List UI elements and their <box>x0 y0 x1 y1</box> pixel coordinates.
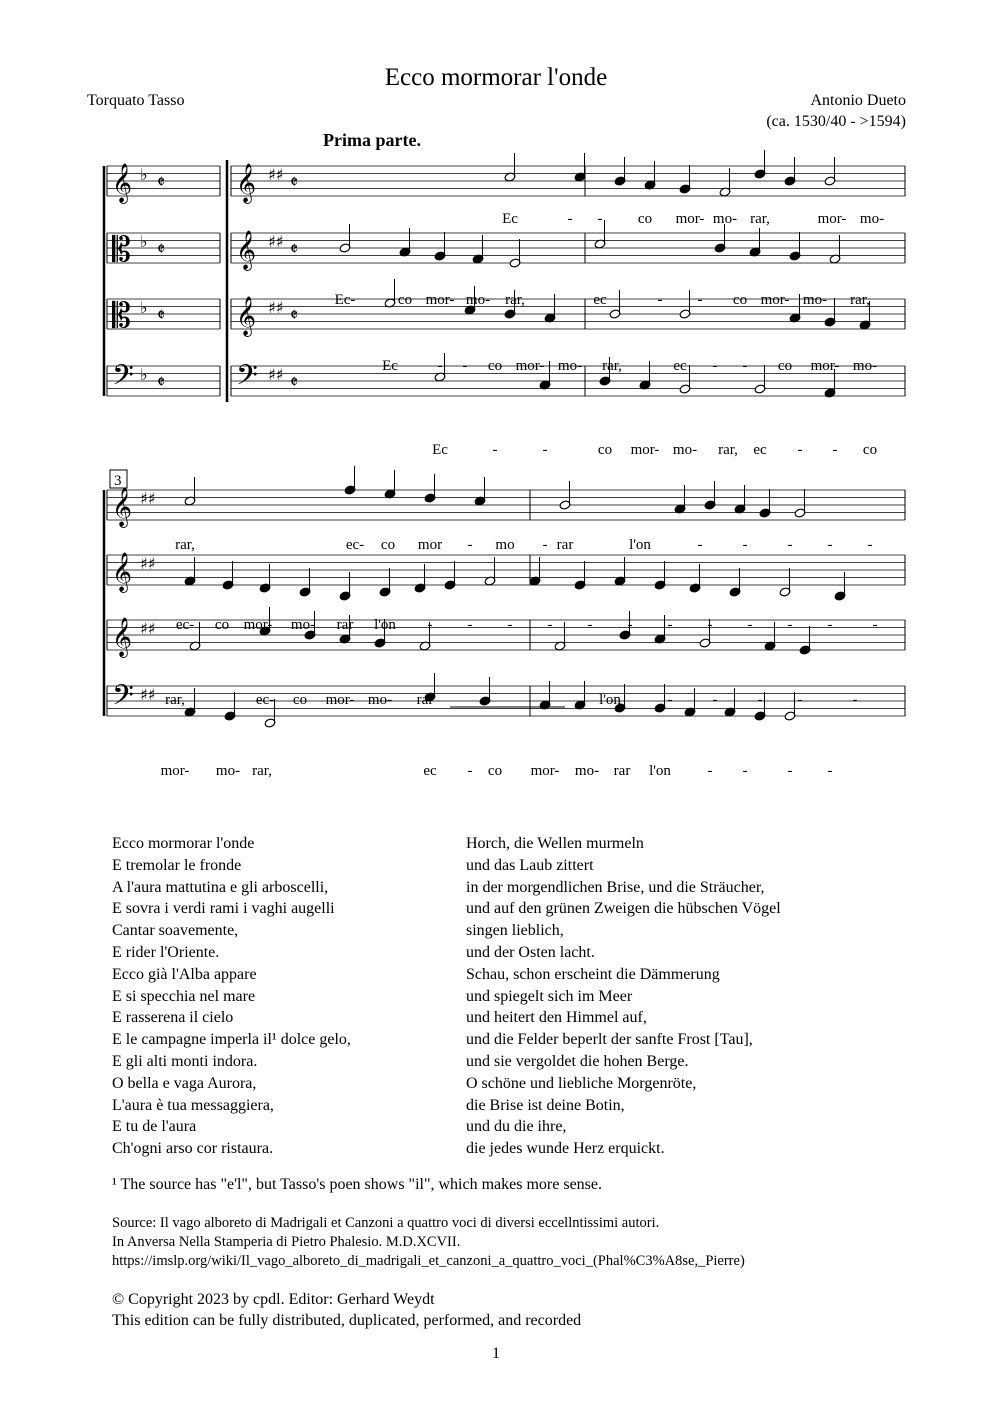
poem-line: E tu de l'aura <box>112 1118 197 1136</box>
key-signature-icon: ♭ <box>140 232 148 251</box>
lyric-syllable: - <box>787 537 793 553</box>
notes <box>184 150 871 728</box>
lyric-syllable: co <box>292 692 308 708</box>
lyric-syllable: mor- <box>515 358 545 374</box>
clef-icon: 𝄞 <box>112 163 133 203</box>
lyric-syllable: l'on <box>374 617 396 633</box>
lyric-syllable: - <box>697 292 703 308</box>
source-line: Source: Il vago alboreto di Madrigali et Canzoni a quattro voci di diversi eccellntissimi autori. <box>112 1215 660 1231</box>
poem-italian <box>112 833 351 1160</box>
lyric-syllable: co <box>487 763 503 779</box>
lyric-syllable: - <box>872 617 878 633</box>
lyric-syllable: mor- <box>630 442 660 458</box>
clef-icon: 𝄞 <box>236 230 257 270</box>
lyric-syllable: - <box>492 442 498 458</box>
lyric-syllable: - <box>712 692 718 708</box>
clef-icon: 𝄢 <box>112 359 134 399</box>
copyright-line: © Copyright 2023 by cpdl. Editor: Gerhard Weydt <box>112 1291 435 1308</box>
lyric-syllable: - <box>742 763 748 779</box>
lyric-syllable: ec <box>753 442 767 458</box>
lyric-syllable: - <box>697 537 703 553</box>
lyric-syllable: co <box>214 617 230 633</box>
poem-line: und du die ihre, <box>466 1118 567 1136</box>
key-signature-icon: ♯♯ <box>140 619 156 638</box>
lyric-syllable: - <box>587 617 593 633</box>
lyric-syllable: - <box>667 617 673 633</box>
lyric-syllable: - <box>542 537 548 553</box>
clef-icon: 𝄡 <box>112 296 131 336</box>
poem-line: die jedes wunde Herz erquickt. <box>466 1140 665 1158</box>
page-number: 1 <box>492 1345 500 1362</box>
lyric-syllable: mo- <box>712 211 738 227</box>
copyright-block <box>112 1289 581 1331</box>
poem-line: und sie vergoldet die hohen Berge. <box>466 1052 689 1070</box>
lyric-syllable: - <box>627 617 633 633</box>
clef-glyphs <box>112 163 298 719</box>
lyric-syllable: co <box>380 537 396 553</box>
lyric-syllable: mo- <box>859 211 885 227</box>
poem-line: die Brise ist deine Botin, <box>466 1096 625 1114</box>
clef-icon: 𝄞 <box>236 296 257 336</box>
lyric-syllable: Ec <box>382 358 398 374</box>
poem-line: und auf den grünen Zweigen die hübschen Vögel <box>466 900 781 918</box>
lyric-syllable: ec <box>423 763 437 779</box>
lyric-syllable: co <box>732 292 748 308</box>
key-signature-icon: ♭ <box>140 165 148 184</box>
lyric-syllable: co <box>397 292 413 308</box>
lyric-syllable: Ec- <box>334 292 356 308</box>
lyric-syllable: co <box>487 358 503 374</box>
lyric-syllable: - <box>657 292 663 308</box>
time-signature-icon: 𝄵 <box>290 305 299 326</box>
poem-line: A l'aura mattutina e gli arboscelli, <box>112 878 329 896</box>
lyric-syllable: mor- <box>160 763 190 779</box>
lyric-syllable: ec- <box>345 537 365 553</box>
poem-line: und das Laub zittert <box>466 856 594 874</box>
lyric-syllable: mor- <box>810 358 840 374</box>
source-citation <box>112 1214 745 1271</box>
lyric-syllable: - <box>542 442 548 458</box>
time-signature-icon: 𝄵 <box>157 305 166 326</box>
clef-icon: 𝄞 <box>112 617 133 657</box>
lyric-syllable: mor- <box>425 292 455 308</box>
lyric-syllable: rar <box>613 763 631 779</box>
lyric-syllable: ec- <box>255 692 275 708</box>
key-signature-icon: ♯♯ <box>268 365 284 384</box>
lyric-syllable: mo- <box>802 292 828 308</box>
lyric-syllable: - <box>742 537 748 553</box>
lyric-syllable: mo- <box>290 617 316 633</box>
time-signature-icon: 𝄵 <box>157 372 166 393</box>
lyric-syllable: - <box>827 617 833 633</box>
lyric-syllable: rar <box>336 617 354 633</box>
poem-line: L'aura è tua messaggiera, <box>112 1096 274 1114</box>
poem-line: singen lieblich, <box>466 922 564 940</box>
lyric-syllable: - <box>757 692 763 708</box>
poem-line: in der morgendlichen Brise, und die Sträucher, <box>466 878 765 896</box>
lyric-syllable: mor- <box>243 617 273 633</box>
lyric-syllable: - <box>742 358 748 374</box>
key-signature-icon: ♯♯ <box>140 554 156 573</box>
poem-line: Ecco mormorar l'onde <box>112 835 255 852</box>
source-url: https://imslp.org/wiki/Il_vago_alboreto_di_madrigali_et_canzoni_a_quattro_voci_(Phal%C3%A8se,_Pierre) <box>112 1253 745 1269</box>
poem-line: E tremolar le fronde <box>112 856 242 874</box>
clef-icon: 𝄢 <box>236 359 258 399</box>
lyric-syllable: co <box>777 358 793 374</box>
composer-credit: Antonio Dueto <box>810 92 906 109</box>
lyric-syllable: co <box>597 442 613 458</box>
lyric-syllable: - <box>547 617 553 633</box>
lyric-syllable: mo- <box>574 763 600 779</box>
lyric-syllable: - <box>787 763 793 779</box>
poem-line: E sovra i verdi rami i vaghi augelli <box>112 900 335 918</box>
lyric-syllable: - <box>467 763 473 779</box>
lyric-syllable: - <box>507 617 513 633</box>
lyric-syllable: mo <box>495 537 515 553</box>
poem-german <box>466 833 781 1160</box>
lyric-syllable: - <box>797 692 803 708</box>
lyric-syllable: - <box>797 442 803 458</box>
footnote: ¹ The source has "e'l", but Tasso's poen shows "il", which makes more sense. <box>112 1176 603 1193</box>
poem-line: E si specchia nel mare <box>112 987 256 1005</box>
lyric-syllable: - <box>832 442 838 458</box>
lyric-syllable: - <box>867 537 873 553</box>
lyric-syllable: - <box>747 617 753 633</box>
key-signature-icon: ♭ <box>140 298 148 317</box>
poem-line: Horch, die Wellen murmeln <box>466 835 644 852</box>
clef-icon: 𝄡 <box>112 230 131 270</box>
poem-line: E gli alti monti indora. <box>112 1052 258 1070</box>
lyric-syllable: mo- <box>215 763 241 779</box>
clef-icon: 𝄞 <box>112 487 133 527</box>
page-title: Ecco mormorar l'onde <box>384 64 608 91</box>
lyric-syllable: mo- <box>465 292 491 308</box>
poet-credit: Torquato Tasso <box>87 92 185 109</box>
lyric-syllable: - <box>787 617 793 633</box>
lyric-syllable: rar, <box>750 211 770 227</box>
poem-line: Schau, schon erscheint die Dämmerung <box>466 965 720 983</box>
lyric-syllable: - <box>597 211 603 227</box>
poem-line: und heitert den Himmel auf, <box>466 1009 647 1027</box>
key-signature-icon: ♯♯ <box>140 685 156 704</box>
lyric-syllable: rar, <box>718 442 738 458</box>
lyric-syllable: mor- <box>675 211 705 227</box>
lyric-syllable: ec <box>593 292 607 308</box>
clef-icon: 𝄢 <box>112 679 134 719</box>
lyric-syllable: mo- <box>367 692 393 708</box>
lyric-syllable: rar, <box>175 537 195 553</box>
key-signature-icon: ♯♯ <box>140 489 156 508</box>
poem-line: und der Osten lacht. <box>466 943 595 961</box>
poem-line: und die Felder beperlt der sanfte Frost [Tau], <box>466 1031 753 1049</box>
clef-icon: 𝄞 <box>236 163 257 203</box>
lyric-syllable: - <box>567 211 573 227</box>
composer-dates: (ca. 1530/40 - >1594) <box>766 113 906 130</box>
time-signature-icon: 𝄵 <box>290 372 299 393</box>
lyric-syllable: - <box>467 617 473 633</box>
lyric-syllable: - <box>427 617 433 633</box>
lyric-syllable: mor- <box>817 211 847 227</box>
lyric-syllable: rar, <box>602 358 622 374</box>
source-line: In Anversa Nella Stamperia di Pietro Phalesio. M.D.XCVII. <box>112 1234 461 1250</box>
poem-line: E le campagne imperla il¹ dolce gelo, <box>112 1031 351 1049</box>
license-line: This edition can be fully distributed, duplicated, performed, and recorded <box>112 1312 582 1329</box>
lyric-syllable: co <box>862 442 878 458</box>
lyric-syllable: rar <box>416 692 434 708</box>
poem-line: Ecco già l'Alba appare <box>112 965 257 983</box>
lyric-syllable: mor- <box>760 292 790 308</box>
lyric-syllable: ec- <box>175 617 195 633</box>
lyric-syllable: - <box>852 692 858 708</box>
lyric-syllable: - <box>707 617 713 633</box>
part-label: Prima parte. <box>323 130 421 150</box>
poem-line: E rider l'Oriente. <box>112 943 220 961</box>
poem-line: E rasserena il cielo <box>112 1009 234 1027</box>
lyric-syllable: l'on <box>629 537 651 553</box>
key-signature-icon: ♯♯ <box>268 298 284 317</box>
key-signature-icon: ♯♯ <box>268 165 284 184</box>
lyric-syllable: rar, <box>165 692 185 708</box>
poem-line: O schöne und liebliche Morgenröte, <box>466 1074 697 1092</box>
lyric-syllable: ec <box>673 358 687 374</box>
time-signature-icon: 𝄵 <box>290 239 299 260</box>
lyric-syllable: mo- <box>672 442 698 458</box>
time-signature-icon: 𝄵 <box>157 239 166 260</box>
lyric-syllable: - <box>827 537 833 553</box>
lyric-syllable: l'on <box>649 763 671 779</box>
lyric-syllable: mo- <box>852 358 878 374</box>
key-signature-icon: ♭ <box>140 365 148 384</box>
lyric-syllable: - <box>707 763 713 779</box>
lyric-syllable: mo- <box>557 358 583 374</box>
poem-line: Ch'ogni arso cor ristaura. <box>112 1140 274 1158</box>
lyric-syllable: rar, <box>505 292 525 308</box>
lyric-syllable: - <box>667 692 673 708</box>
lyric-syllable: - <box>827 763 833 779</box>
poem-line: Cantar soavemente, <box>112 922 239 940</box>
lyric-syllable: rar <box>556 537 574 553</box>
lyric-syllable: - <box>462 358 468 374</box>
lyric-syllable: mor- <box>325 692 355 708</box>
lyric-syllable: rar, <box>850 292 870 308</box>
lyric-syllable: Ec <box>502 211 518 227</box>
lyric-syllable: mor- <box>530 763 560 779</box>
lyric-syllable: l'on <box>599 692 621 708</box>
lyric-syllable: - <box>437 358 443 374</box>
poem-line: O bella e vaga Aurora, <box>112 1074 257 1092</box>
key-signature-icon: ♯♯ <box>268 232 284 251</box>
poem-line: und spiegelt sich im Meer <box>466 987 633 1005</box>
lyric-syllable: - <box>467 537 473 553</box>
measure-number: 3 <box>114 473 122 489</box>
lyric-syllable: rar, <box>252 763 272 779</box>
time-signature-icon: 𝄵 <box>290 172 299 193</box>
lyric-syllable: co <box>637 211 653 227</box>
time-signature-icon: 𝄵 <box>157 172 166 193</box>
clef-icon: 𝄞 <box>112 552 133 592</box>
lyric-syllable: mor <box>417 537 443 553</box>
lyric-syllable: - <box>712 358 718 374</box>
lyric-syllable: Ec <box>432 442 448 458</box>
